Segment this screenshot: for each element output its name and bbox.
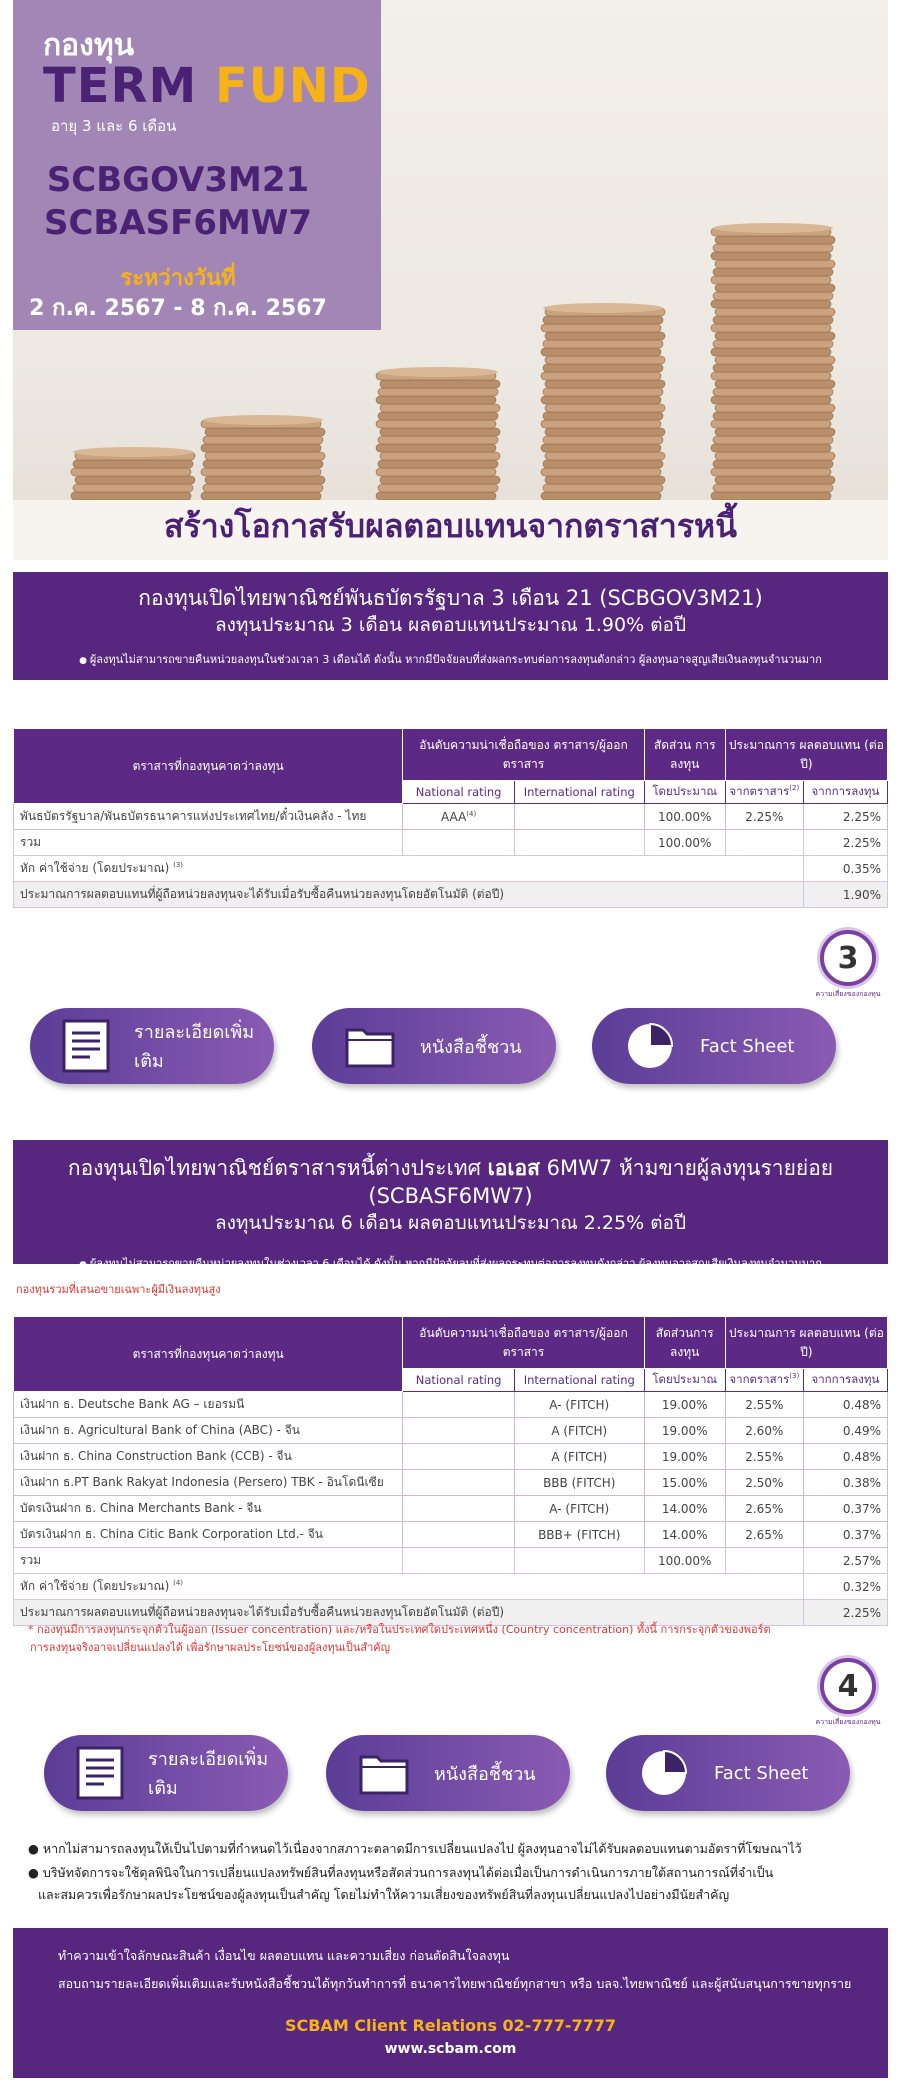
expense-value: 0.35% — [803, 856, 887, 882]
national-rating-cell — [403, 1444, 515, 1470]
investment-return-cell: 0.48% — [803, 1444, 887, 1470]
risk-level-caption: ความเสี่ยงของกองทุน — [815, 1718, 881, 1726]
instrument-cell: เงินฝาก ธ. China Construction Bank (CCB) - จีน — [14, 1444, 403, 1470]
table-row — [14, 1444, 888, 1470]
pie-chart-icon — [634, 1746, 694, 1800]
col-return: ประมาณการ ผลตอบแทน (ต่อปี) — [725, 729, 887, 781]
hero-term-fund: TERM FUND — [43, 58, 371, 114]
folder-icon — [340, 1019, 400, 1073]
hero-banner — [13, 0, 888, 560]
disclaimer-2: ● บริษัทจัดการจะใช้ดุลพินิจในการเปลี่ยนแปลงทรัพย์สินที่ลงทุนหรือสัดส่วนการลงทุนได้ต่อเมื่อเป็นการดำเนินการภายใต้สถานการณ์ที่จำเป็น — [28, 1865, 774, 1880]
document-icon — [58, 1019, 114, 1073]
fund1-note: ● ผู้ลงทุนไม่สามารถขายคืนหน่วยลงทุนในช่วงเวลา 3 เดือนได้ ดังนั้น หากมีปัจจัยลบที่ส่งผลกระทบต่อการลงทุนดังกล่าว ผู้ลงทุนอาจสูญเสียเงินลงทุนจำนวนมาก — [13, 652, 888, 669]
footer-website-link[interactable]: www.scbam.com — [384, 2041, 517, 2057]
fund2-subtitle: ลงทุนประมาณ 6 เดือน ผลตอบแทนประมาณ 2.25% ต่อปี — [214, 1212, 687, 1234]
international-rating-cell — [514, 804, 644, 830]
col-rating: อันดับความน่าเชื่อถือของ ตราสาร/ผู้ออกตราสาร — [403, 729, 644, 781]
expense-value: 0.32% — [803, 1574, 887, 1600]
international-rating-cell: BBB (FITCH) — [514, 1470, 644, 1496]
table-row — [14, 1392, 888, 1418]
col-instrument: ตราสารที่กองทุนคาดว่าลงทุน — [14, 729, 403, 804]
col-instrument: ตราสารที่กองทุนคาดว่าลงทุน — [14, 1317, 403, 1392]
total-return: 2.57% — [803, 1548, 887, 1574]
net-value: 2.25% — [803, 1600, 887, 1626]
international-rating-cell: A (FITCH) — [514, 1444, 644, 1470]
pie-chart-icon — [620, 1019, 680, 1073]
details-button[interactable] — [30, 1008, 274, 1084]
investment-return-cell: 0.38% — [803, 1470, 887, 1496]
national-rating-cell — [403, 1470, 515, 1496]
hero-info-box — [13, 0, 381, 330]
fund1-header — [13, 572, 888, 680]
investment-return-cell: 0.48% — [803, 1392, 887, 1418]
net-label: ประมาณการผลตอบแทนที่ผู้ถือหน่วยลงทุนจะได้รับเมื่อรับซื้อคืนหน่วยลงทุนโดยอัตโนมัติ (ต่อปี) — [14, 1600, 804, 1626]
national-rating-cell — [403, 1496, 515, 1522]
concentration-note-2: การลงทุนจริงอาจเปลี่ยนแปลงได้ เพื่อรักษาผลประโยชน์ของผู้ลงทุนเป็นสำคัญ — [30, 1641, 391, 1654]
hero-period-date: 2 ก.ค. 2567 - 8 ก.ค. 2567 — [29, 296, 327, 321]
instrument-return-cell: 2.50% — [725, 1470, 803, 1496]
table-row — [14, 1496, 888, 1522]
table-row — [14, 1418, 888, 1444]
col-return: ประมาณการ ผลตอบแทน (ต่อปี) — [725, 1317, 887, 1369]
total-label: รวม — [14, 830, 403, 856]
factsheet-button[interactable] — [606, 1735, 850, 1811]
col-national: National rating — [403, 781, 515, 804]
instrument-return-cell: 2.55% — [725, 1392, 803, 1418]
instrument-return-cell: 2.65% — [725, 1496, 803, 1522]
international-rating-cell: A- (FITCH) — [514, 1496, 644, 1522]
col-ratio: สัดส่วนการ ลงทุน — [644, 1317, 725, 1369]
international-rating-cell: BBB+ (FITCH) — [514, 1522, 644, 1548]
concentration-note-1: * กองทุนมีการลงทุนกระจุกตัวในผู้ออก (Issuer concentration) และ/หรือในประเทศใดประเทศหนึ่ง (Country concentration) ทั้งนี้ การกระจุกตัวของพอร์ต — [28, 1623, 771, 1636]
investment-return-cell: 0.37% — [803, 1496, 887, 1522]
instrument-cell: บัตรเงินฝาก ธ. China Citic Bank Corporation Ltd.- จีน — [14, 1522, 403, 1548]
expense-label: หัก ค่าใช้จ่าย (โดยประมาณ) $^{(4)}$ — [14, 1574, 804, 1600]
hero-fund-code-1: SCBGOV3M21 — [46, 160, 310, 200]
investment-return-cell: 0.49% — [803, 1418, 887, 1444]
ratio-cell: 14.00% — [644, 1496, 725, 1522]
fund2-title: กองทุนเปิดไทยพาณิชย์ตราสารหนี้ต่างประเทศ เอเอส 6MW7 ห้ามขายผู้ลงทุนรายย่อย (SCBASF6MW7) — [67, 1156, 834, 1208]
total-ratio: 100.00% — [644, 830, 725, 856]
instrument-cell: พันธบัตรรัฐบาล/พันธบัตรธนาคารแห่งประเทศไทย/ตั๋วเงินคลัง - ไทย — [14, 804, 403, 830]
instrument-return-cell: 2.65% — [725, 1522, 803, 1548]
hero-slogan: สร้างโอกาสรับผลตอบแทนจากตราสารหนี้ — [163, 507, 738, 545]
hero-fund-code-2: SCBASF6MW7 — [43, 203, 313, 243]
ratio-cell: 19.00% — [644, 1392, 725, 1418]
fund2-note: ● ผู้ลงทุนไม่สามารถขายคืนหน่วยลงทุนในช่วงเวลา 6 เดือนได้ ดังนั้น หากมีปัจจัยลบที่ส่งผลกระทบต่อการลงทุนดังกล่าว ผู้ลงทุนอาจสูญเสียเงินลงทุนจำนวนมาก — [13, 1256, 888, 1273]
col-ratio: สัดส่วน การลงทุน — [644, 729, 725, 781]
international-rating-cell: A- (FITCH) — [514, 1392, 644, 1418]
table-row — [14, 1470, 888, 1496]
ratio-cell: 15.00% — [644, 1470, 725, 1496]
disclaimer-1: ● หากไม่สามารถลงทุนให้เป็นไปตามที่กำหนดไว้เนื่องจากสภาวะตลาดมีการเปลี่ยนแปลงไป ผู้ลงทุนอาจไม่ได้รับผลตอบแทนตามอัตราที่โฆษณาไว้ — [28, 1841, 802, 1856]
instrument-cell: เงินฝาก ธ. Deutsche Bank AG – เยอรมนี — [14, 1392, 403, 1418]
expense-label: หัก ค่าใช้จ่าย (โดยประมาณ) $^{(3)}$ — [14, 856, 804, 882]
details-button-label: รายละเอียดเพิ่มเติม — [134, 1022, 255, 1072]
factsheet-button[interactable] — [592, 1008, 836, 1084]
instrument-return-cell: 2.60% — [725, 1418, 803, 1444]
prospectus-button[interactable] — [312, 1008, 556, 1084]
fund1-subtitle: ลงทุนประมาณ 3 เดือน ผลตอบแทนประมาณ 1.90% ต่อปี — [214, 614, 687, 636]
factsheet-button-label: Fact Sheet — [714, 1762, 809, 1784]
footer-warning: ทำความเข้าใจลักษณะสินค้า เงื่อนไข ผลตอบแทน และความเสี่ยง ก่อนตัดสินใจลงทุน — [58, 1948, 510, 1963]
table-row — [14, 804, 888, 830]
risk-level-caption: ความเสี่ยงของกองทุน — [815, 990, 881, 998]
prospectus-button[interactable] — [326, 1735, 570, 1811]
folder-icon — [354, 1746, 414, 1800]
factsheet-button-label: Fact Sheet — [700, 1035, 795, 1057]
risk-level-badge: 3 — [820, 930, 876, 986]
footer-phone[interactable]: SCBAM Client Relations 02-777-7777 — [284, 2016, 617, 2035]
ratio-cell: 14.00% — [644, 1522, 725, 1548]
col-approx: โดยประมาณ — [644, 781, 725, 804]
ratio-cell: 19.00% — [644, 1418, 725, 1444]
national-rating-cell — [403, 1418, 515, 1444]
col-international: International rating — [514, 781, 644, 804]
prospectus-button-label: หนังสือชี้ชวน — [434, 1763, 536, 1785]
fund2-high-net-worth-note: กองทุนรวมที่เสนอขายเฉพาะผู้มีเงินลงทุนสูง — [16, 1283, 221, 1296]
footer — [13, 1928, 888, 2078]
document-icon — [72, 1746, 128, 1800]
total-return: 2.25% — [803, 830, 887, 856]
col-national: National rating — [403, 1369, 515, 1392]
col-from-investment: จากการลงทุน — [803, 781, 887, 804]
col-international: International rating — [514, 1369, 644, 1392]
net-label: ประมาณการผลตอบแทนที่ผู้ถือหน่วยลงทุนจะได้รับเมื่อรับซื้อคืนหน่วยลงทุนโดยอัตโนมัติ (ต่อปี) — [14, 882, 804, 908]
ratio-cell: 19.00% — [644, 1444, 725, 1470]
fund1-table — [13, 728, 888, 908]
international-rating-cell: A (FITCH) — [514, 1418, 644, 1444]
col-approx: โดยประมาณ — [644, 1369, 725, 1392]
instrument-cell: เงินฝาก ธ. Agricultural Bank of China (ABC) - จีน — [14, 1418, 403, 1444]
table-row — [14, 1522, 888, 1548]
instrument-return-cell: 2.55% — [725, 1444, 803, 1470]
details-button-label: รายละเอียดเพิ่มเติม — [148, 1749, 269, 1799]
hero-age: อายุ 3 และ 6 เดือน — [51, 117, 177, 135]
footer-contact-info: สอบถามรายละเอียดเพิ่มเติมและรับหนังสือชี้ชวนได้ทุกวันทำการที่ ธนาคารไทยพาณิชย์ทุกสาขา หรือ บลจ.ไทยพาณิชย์ และผู้สนับสนุนการขายทุกราย — [58, 1976, 852, 1991]
national-rating-cell: AAA$^{(4)}$ — [403, 804, 515, 830]
investment-return-cell: 0.37% — [803, 1522, 887, 1548]
ratio-cell: 100.00% — [644, 804, 725, 830]
instrument-return-cell: 2.25% — [725, 804, 803, 830]
disclaimer-2-cont: และสมควรเพื่อรักษาผลประโยชน์ของผู้ลงทุนเป็นสำคัญ โดยไม่ทำให้ความเสี่ยงของทรัพย์สินที่ลงทุนเปลี่ยนแปลงไปอย่างมีนัยสำคัญ — [38, 1887, 730, 1902]
col-from-instrument: จากตราสาร$^{(3)}$ — [725, 1369, 803, 1392]
fund2-table — [13, 1316, 888, 1626]
total-label: รวม — [14, 1548, 403, 1574]
instrument-cell: เงินฝาก ธ.PT Bank Rakyat Indonesia (Persero) TBK - อินโดนีเซีย — [14, 1470, 403, 1496]
col-rating: อันดับความน่าเชื่อถือของ ตราสาร/ผู้ออกตราสาร — [403, 1317, 644, 1369]
instrument-cell: บัตรเงินฝาก ธ. China Merchants Bank - จีน — [14, 1496, 403, 1522]
hero-period-label: ระหว่างวันที่ — [120, 266, 236, 291]
fund1-title: กองทุนเปิดไทยพาณิชย์พันธบัตรรัฐบาล 3 เดือน 21 (SCBGOV3M21) — [138, 586, 763, 610]
total-ratio: 100.00% — [644, 1548, 725, 1574]
details-button[interactable] — [44, 1735, 288, 1811]
risk-level-badge: 4 — [820, 1658, 876, 1714]
fund2-header — [13, 1140, 888, 1270]
national-rating-cell — [403, 1392, 515, 1418]
national-rating-cell — [403, 1522, 515, 1548]
prospectus-button-label: หนังสือชี้ชวน — [420, 1036, 522, 1058]
col-from-investment: จากการลงทุน — [803, 1369, 887, 1392]
col-from-instrument: จากตราสาร$^{(2)}$ — [725, 781, 803, 804]
net-value: 1.90% — [803, 882, 887, 908]
hero-fund-label: กองทุน — [43, 28, 135, 63]
investment-return-cell: 2.25% — [803, 804, 887, 830]
